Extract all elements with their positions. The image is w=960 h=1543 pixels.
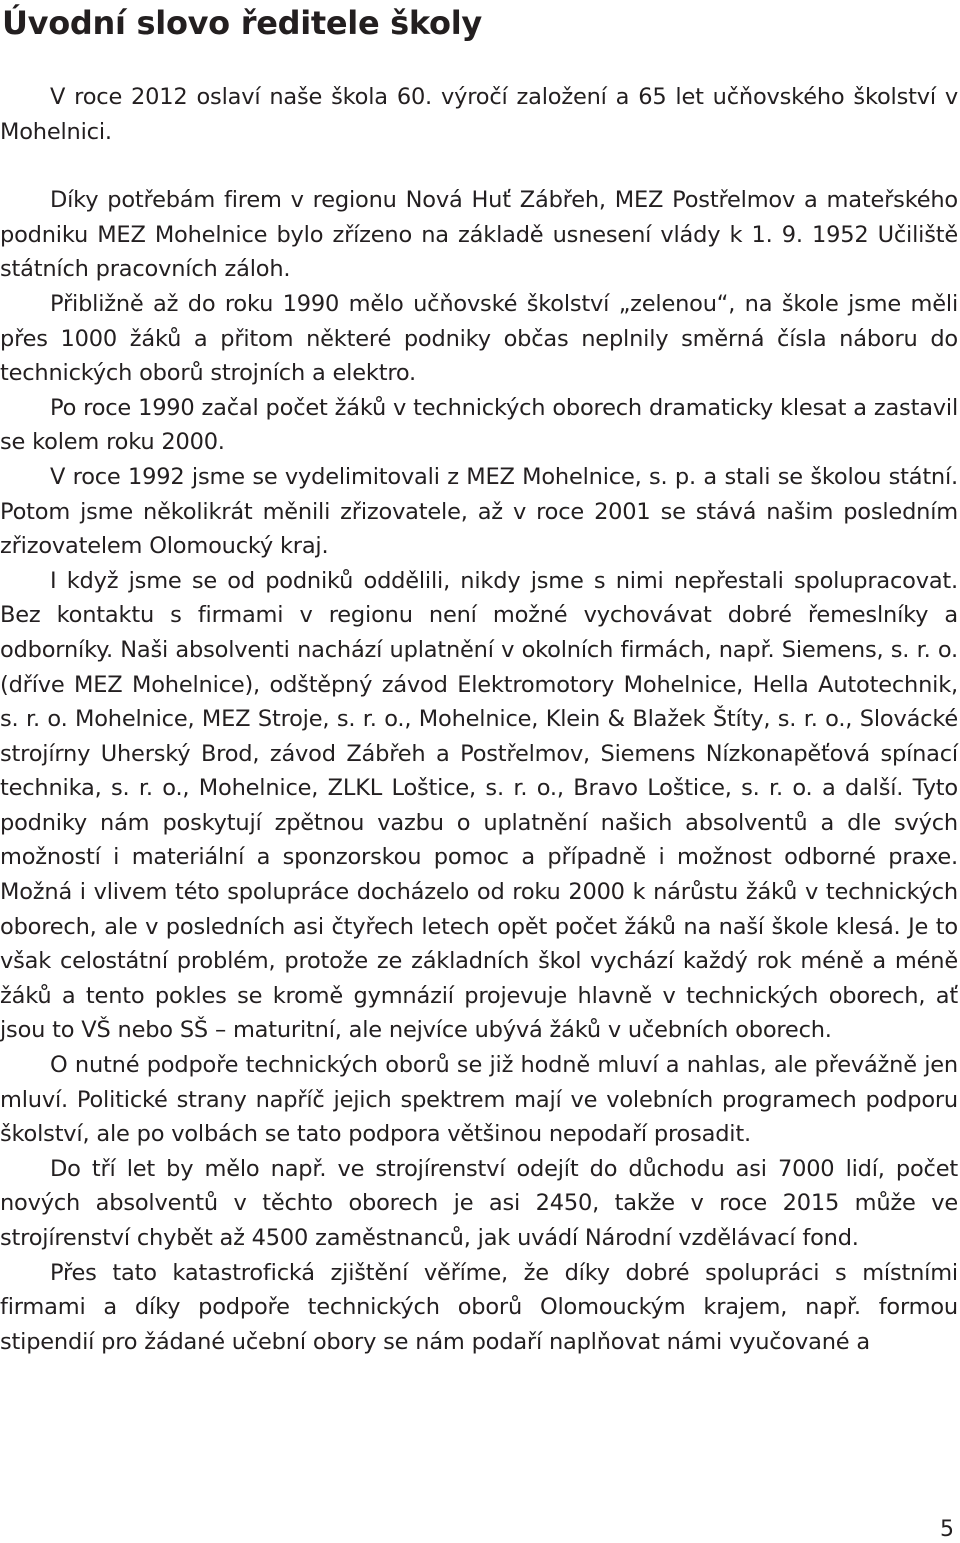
paragraph-until-1990: Přibližně až do roku 1990 mělo učňovské školství „zelenou“, na škole jsme měli přes 1000 žáků a přitom některé podniky občas neplnily směrná čísla náboru do technických oborů strojních a elektro. bbox=[0, 290, 958, 387]
paragraph-retirement: Do tří let by mělo např. ve strojírenství odejít do důchodu asi 7000 lidí, počet nových absolventů v těchto oborech je asi 2450, takže v roce 2015 může ve strojírenství chybět až 4500 zaměstnanců, jak uvádí Národní vzdělávací fond. bbox=[0, 1155, 958, 1251]
page-number: 5 bbox=[940, 1517, 954, 1542]
paragraph-outlook: Přes tato katastrofická zjištění věříme, že díky dobré spolupráci s místními firmami a díky podpoře technických oborů Olomouckým krajem, např. formou stipendií pro žádané učební obory se nám podaří naplňovat námi vyučované a bbox=[0, 1259, 958, 1355]
paragraph-after-1990: Po roce 1990 začal počet žáků v technických oborech dramaticky klesat a zastavil se kolem roku 2000. bbox=[0, 394, 958, 456]
paragraph-1992: V roce 1992 jsme se vydelimitovali z MEZ Mohelnice, s. p. a stali se školou státní. Potom jsme několikrát měnili zřizovatele, až v roce 2001 se stává našim posledním zřizovatelem Olomoucký kraj. bbox=[0, 463, 958, 560]
article-body bbox=[0, 80, 958, 1359]
paragraph-support: O nutné podpoře technických oborů se již hodně mluví a nahlas, ale převážně jen mluví. Politické strany napříč jejich spektrem mají ve volebních programech podporu školství, ale po volbách se tato podpora většinou nepodaří prosadit. bbox=[0, 1052, 958, 1148]
paragraph-founding: Díky potřebám firem v regionu Nová Huť Zábřeh, MEZ Postřelmov a mateřského podniku MEZ Mohelnice bylo zřízeno na základě usnesení vlády k 1. 9. 1952 Učiliště státních pracovních záloh. bbox=[0, 187, 958, 283]
paragraph-cooperation: I když jsme se od podniků oddělili, nikdy jsme s nimi nepřestali spolupracovat. Bez kontaktu s firmami v regionu není možné vychovávat dobré řemeslníky a odborníky. Naši absolventi nachází uplatnění v okolních firmách, např. Siemens, s. r. o. (dříve MEZ Mohelnice), odštěpný závod Elektromotory Mohelnice, Hella Autotechnik, s. r. o. Mohelnice, MEZ Stroje, s. r. o., Mohelnice, Klein & Blažek Štíty, s. r. o., Slovácké strojírny Uherský Brod, závod Zábřeh a Postřelmov, Siemens Nízkonapěťová spínací technika, s. r. o., Mohelnice, ZLKL Loštice, s. r. o., Bravo Loštice, s. r. o. a další. Tyto podniky nám poskytují zpětnou vazbu o uplatnění našich absolventů a dle svých možností i materiální a sponzorskou pomoc a případně i možnost odborné praxe. Možná i vlivem této spolupráce docházelo od roku 2000 k nárůstu žáků v technických oborech, ale v posledních asi čtyřech letech opět počet žáků na naší škole klesá. Je to však celostátní problém, protože ze základních škol vychází každý rok méně a méně žáků a tento pokles se kromě gymnázií projevuje hlavně v technických oborech, ať jsou to VŠ nebo SŠ – maturitní, ale nejvíce ubývá žáků v učebních oborech. bbox=[0, 567, 958, 1044]
paragraph-anniversary: V roce 2012 oslaví naše škola 60. výročí založení a 65 let učňovského školství v Mohelnici. bbox=[0, 84, 958, 145]
page-title: Úvodní slovo ředitele školy bbox=[2, 4, 482, 42]
